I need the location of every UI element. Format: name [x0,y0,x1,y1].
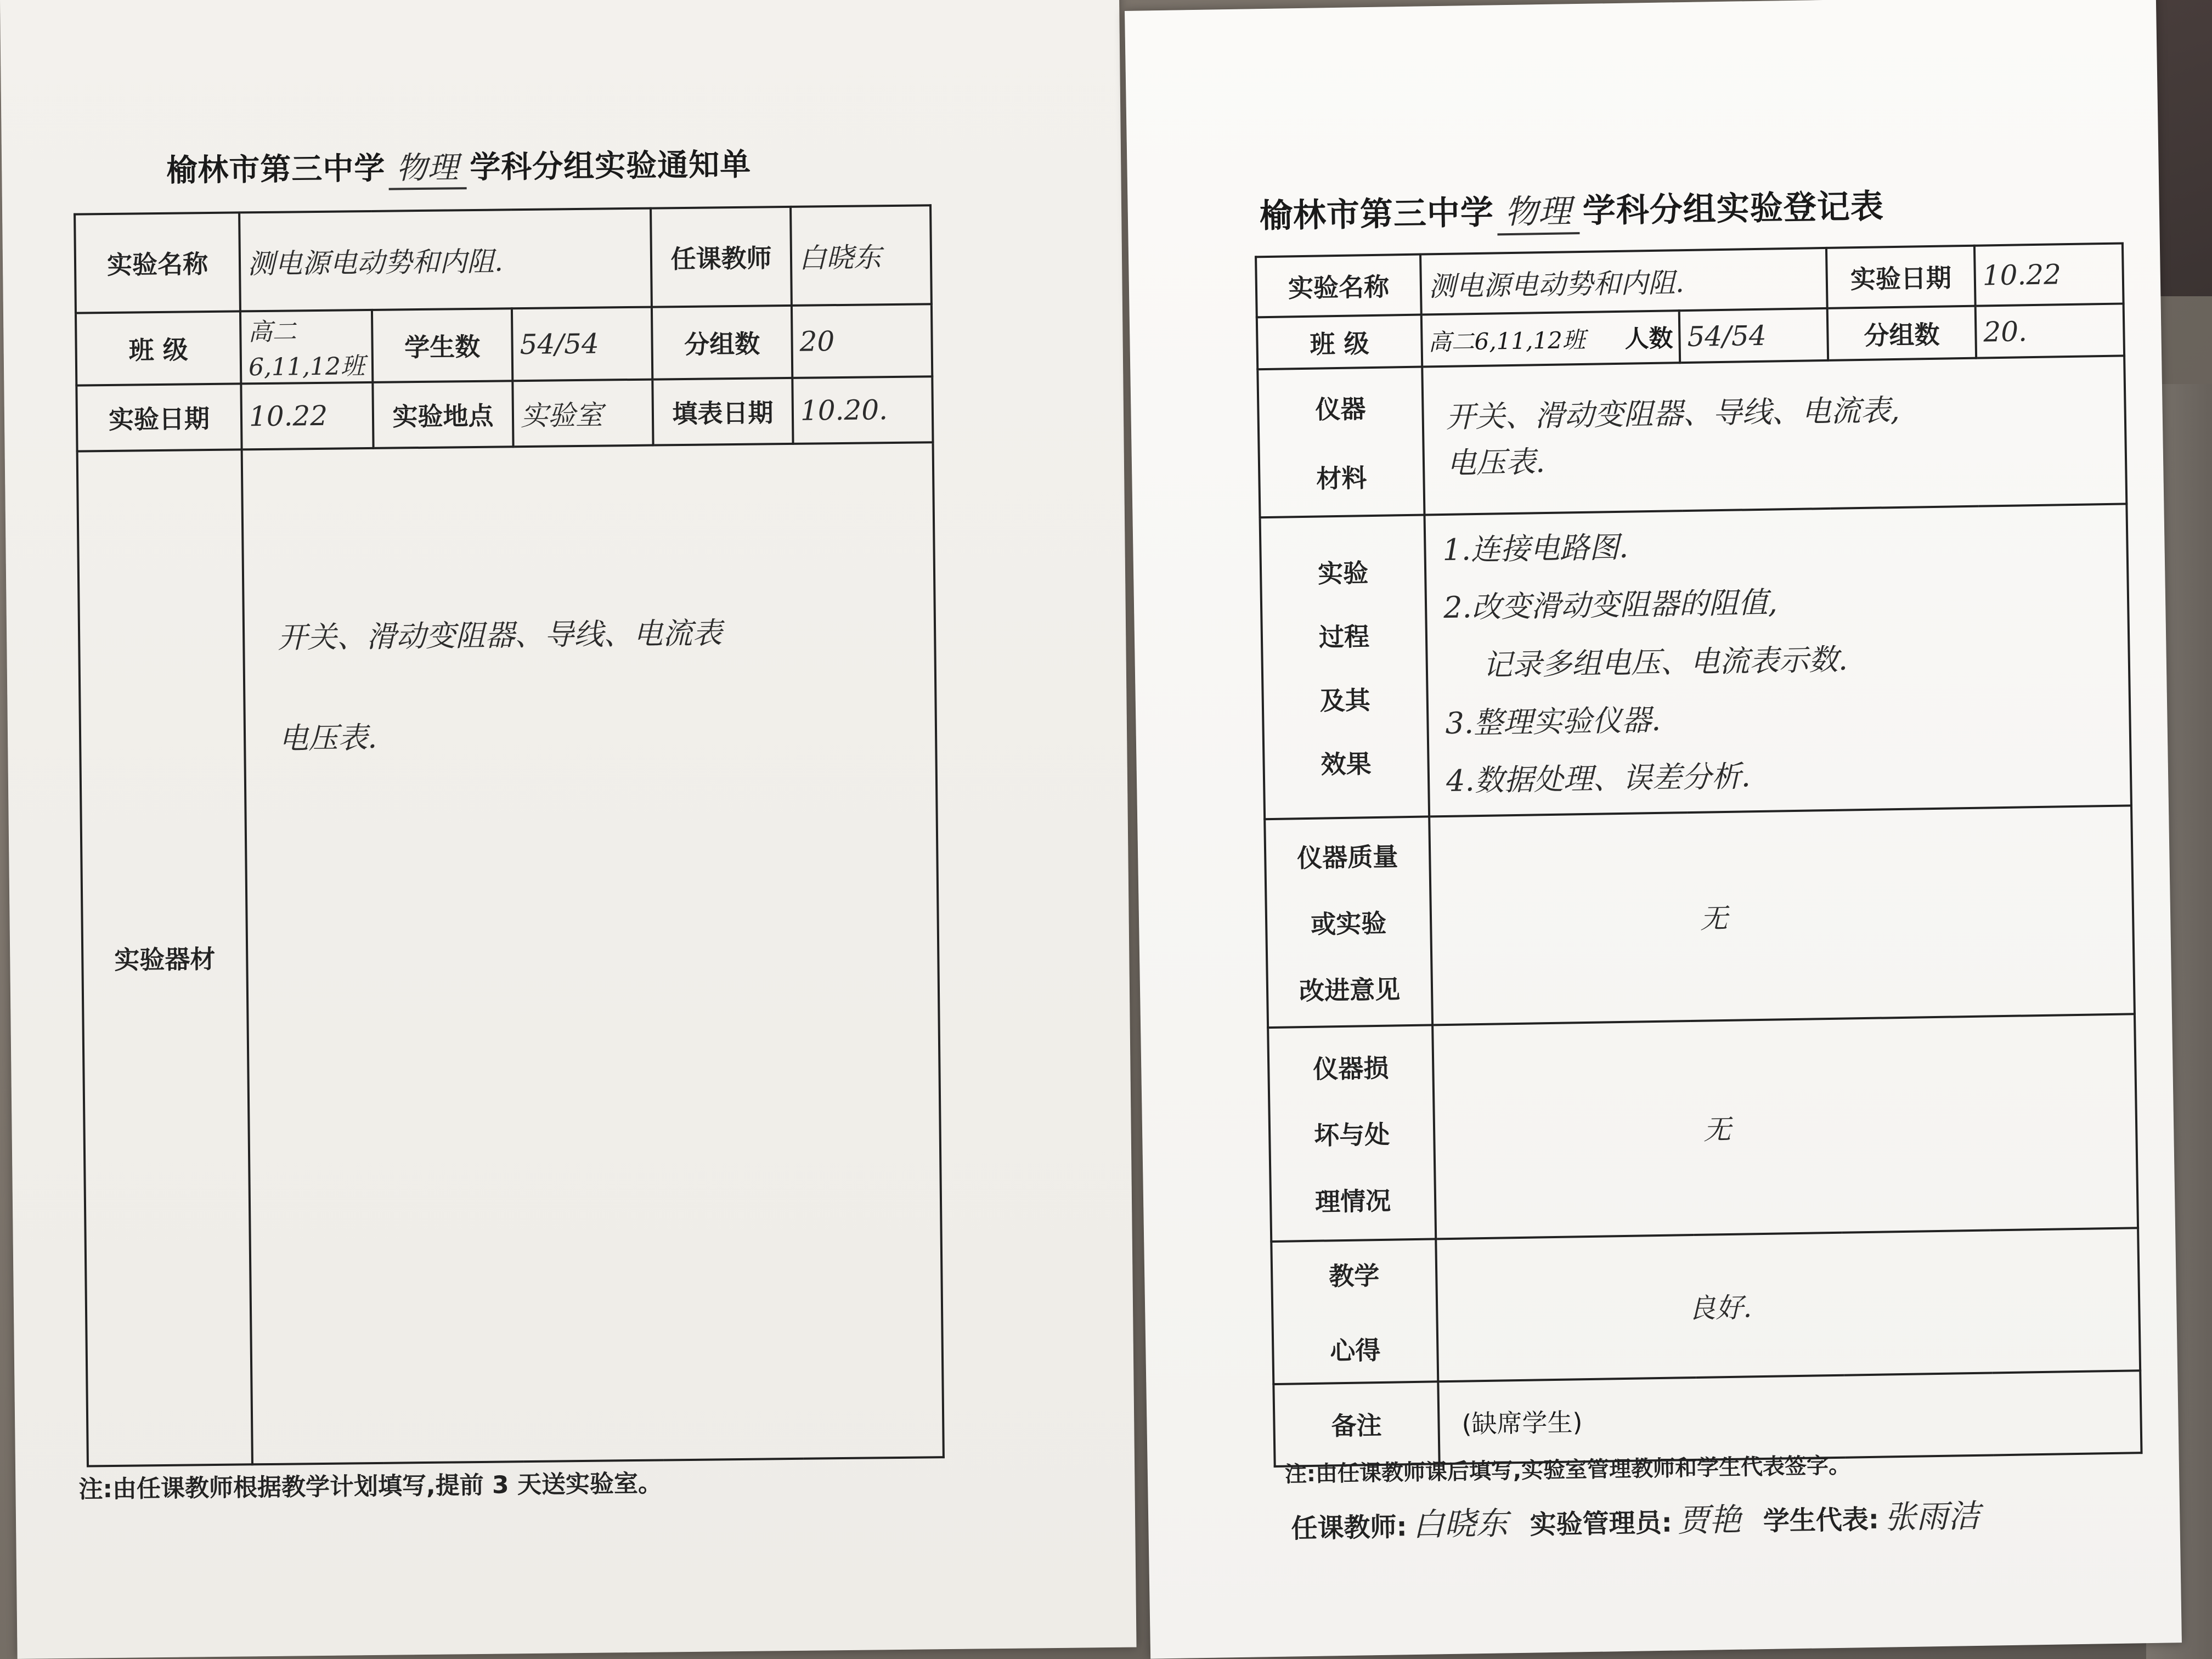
label-class: 班 级 [76,311,241,385]
label-line: 仪器质量 [1296,842,1398,873]
register-row-damage [1268,1014,2138,1242]
value-experiment-date: 10.22 [1974,243,2124,306]
value-damage: 无 [1432,1014,2138,1239]
notice-form-table [74,204,945,1467]
label-experiment-date: 实验日期 [76,383,241,451]
notice-row-name [75,205,932,313]
label-equipment: 实验器材 [77,449,252,1466]
value-experiment-name: 测电源电动势和内阻. [239,208,652,312]
materials-line: 开关、滑动变阻器、导线、电流表, [1446,393,1900,435]
label-quality [1265,817,1432,1028]
notice-title [166,140,752,193]
label-line: 实验 [1317,558,1369,589]
notice-title-prefix: 榆林市第三中学 [166,150,386,189]
label-experiment-name: 实验名称 [1256,255,1421,318]
teacher-signature: 白晓东 [1412,1504,1509,1544]
value-student-count: 54/54 [512,307,652,381]
value-reflection: 良好. [1436,1228,2140,1382]
register-title-prefix: 榆林市第三中学 [1259,193,1494,236]
process-step: 2.改变滑动变阻器的阻值, [1443,585,1778,625]
register-form-table [1255,242,2143,1468]
label-student-count: 学生数 [372,308,512,382]
value-group-count: 20 [792,304,932,378]
value-people: 54/54 [1679,308,1828,363]
admin-signature: 贾艳 [1677,1500,1742,1539]
label-teacher: 任课教师 [651,207,792,307]
process-step: 1.连接电路图. [1442,529,1629,568]
value-class: 高二6,11,12班 [1428,326,1586,356]
label-line: 心得 [1329,1335,1381,1366]
class-people-cell [1421,311,1680,366]
label-fill-date: 填表日期 [652,378,793,445]
value-group-count: 20. [1976,303,2124,358]
admin-signature-label: 实验管理员: [1530,1507,1673,1541]
label-line: 材料 [1316,463,1367,494]
process-step: 记录多组电压、电流表示数. [1482,642,1848,682]
label-line: 教学 [1328,1261,1380,1291]
register-title-suffix: 学科分组实验登记表 [1582,187,1884,230]
label-line: 或实验 [1310,909,1387,940]
teacher-signature-label: 任课教师: [1291,1511,1408,1544]
materials-line: 电压表. [1446,444,1545,481]
value-experiment-name: 测电源电动势和内阻. [1420,248,1827,315]
label-experiment-date: 实验日期 [1826,246,1976,308]
value-materials [1422,356,2126,515]
register-row-process [1260,504,2131,819]
label-location: 实验地点 [373,381,513,448]
label-people: 人数 [1624,324,1673,353]
label-line: 仪器损 [1312,1053,1389,1085]
label-stack [1268,552,1421,782]
student-signature-label: 学生代表: [1763,1504,1880,1537]
label-process [1260,515,1430,820]
value-process [1424,504,2131,817]
equipment-line: 开关、滑动变阻器、导线、电流表 [277,616,723,655]
register-row-quality [1265,806,2135,1028]
value-quality: 无 [1429,806,2135,1025]
notice-row-class [76,304,932,385]
label-group-count: 分组数 [1827,306,1976,360]
label-experiment-name: 实验名称 [75,212,240,313]
label-stack [1279,1255,1430,1368]
notice-subject: 物理 [388,143,467,190]
value-equipment [242,442,944,1464]
notice-title-suffix: 学科分组实验通知单 [469,146,752,186]
label-remarks: 备注 [1273,1382,1439,1467]
notice-row-equipment [77,442,944,1466]
register-row-materials [1257,356,2126,517]
value-class: 高二6,11,12班 [240,310,373,384]
value-fill-date: 10.20. [792,376,933,444]
student-signature: 张雨洁 [1884,1497,1980,1536]
register-sheet [1125,0,2182,1659]
label-line: 理情况 [1314,1186,1391,1217]
process-step: 3.整理实验仪器. [1444,702,1661,741]
label-stack [1266,388,1417,496]
label-line: 效果 [1321,749,1372,780]
value-location: 实验室 [512,380,653,447]
label-line: 及其 [1319,685,1371,716]
label-line: 过程 [1318,622,1370,652]
label-stack [1276,1048,1428,1219]
notice-footnote: 注:由任课教师根据教学计划填写,提前 3 天送实验室。 [78,1469,663,1504]
register-row-reflection [1271,1228,2140,1385]
value-experiment-date: 10.22 [241,382,373,450]
label-class: 班 级 [1257,315,1422,370]
label-damage [1268,1025,1436,1242]
label-line: 改进意见 [1299,974,1401,1006]
equipment-line: 电压表. [278,720,377,756]
register-footnote: 注:由任课教师课后填写,实验室管理教师和学生代表签字。 [1284,1453,1851,1487]
register-title [1259,180,1884,239]
signature-line [1291,1489,2002,1547]
value-teacher: 白晓东 [791,205,932,306]
label-stack [1273,837,1425,1008]
process-step: 4.数据处理、误差分析. [1446,759,1751,799]
label-line: 仪器 [1315,394,1366,425]
label-group-count: 分组数 [652,306,792,380]
label-reflection [1271,1239,1438,1385]
label-materials [1257,367,1424,518]
register-subject: 物理 [1497,185,1579,235]
notice-row-date [76,376,933,451]
value-remarks: (缺席学生) [1438,1371,2141,1464]
label-line: 坏与处 [1313,1120,1390,1151]
